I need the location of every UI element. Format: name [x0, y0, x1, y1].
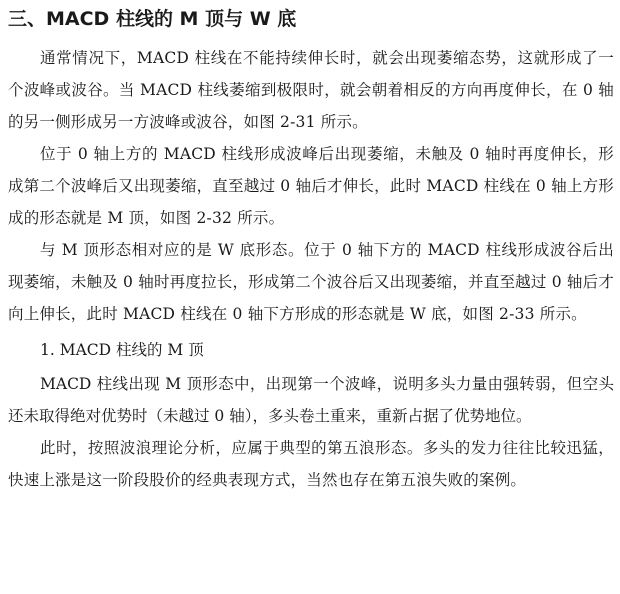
section-title: 三、MACD 柱线的 M 顶与 W 底: [8, 8, 297, 30]
subsection-title: 1. MACD 柱线的 M 顶: [40, 341, 204, 359]
paragraph-w-bottom-definition: 与 M 顶形态相对应的是 W 底形态。位于 0 轴下方的 MACD 柱线形成波谷后出现萎缩，未触及 0 轴时再度拉长，形成第二个波谷后又出现萎缩，并直至越过 0 轴后才向上伸长，此时 MACD 柱线在 0 轴下方形成的形态就是 W 底，如图 2-33 所示。: [8, 241, 614, 323]
paragraph-m-top-meaning: MACD 柱线出现 M 顶形态中，出现第一个波峰，说明多头力量由强转弱，但空头还未取得绝对优势时（未越过 0 轴），多头卷土重来，重新占据了优势地位。: [8, 375, 614, 425]
paragraph-wave-theory: 此时，按照波浪理论分析，应属于典型的第五浪形态。多头的发力往往比较迅猛，快速上涨是这一阶段股价的经典表现方式，当然也存在第五浪失败的案例。: [8, 439, 614, 489]
paragraph-m-top-definition: 位于 0 轴上方的 MACD 柱线形成波峰后出现萎缩，未触及 0 轴时再度伸长，形成第二个波峰后又出现萎缩，直至越过 0 轴后才伸长，此时 MACD 柱线在 0 轴上方形成的形态就是 M 顶，如图 2-32 所示。: [8, 145, 614, 227]
paragraph-intro: 通常情况下，MACD 柱线在不能持续伸长时，就会出现萎缩态势，这就形成了一个波峰或波谷。当 MACD 柱线萎缩到极限时，就会朝着相反的方向再度伸长，在 0 轴的另一侧形成另一方波峰或波谷，如图 2-31 所示。: [8, 49, 614, 131]
